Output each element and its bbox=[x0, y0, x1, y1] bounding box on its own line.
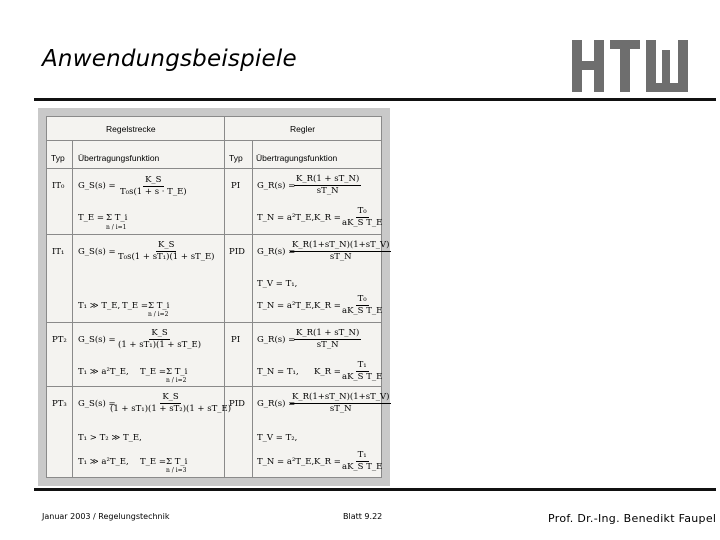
header-controller: Regler bbox=[290, 124, 316, 134]
plant-note-sum: Σ T_i bbox=[166, 457, 188, 467]
table-line bbox=[46, 386, 382, 387]
footer-page-number: Blatt 9.22 bbox=[343, 512, 383, 521]
ctrl-tf-fraction: $\frac{K\_R(1+sT\_N)(1+sT\_V)}{sT\_N}$ bbox=[292, 392, 390, 414]
footer-date-course: Januar 2003 / Regelungstechnik bbox=[42, 512, 170, 521]
controller-table bbox=[46, 116, 390, 478]
col-transfer-function: Übertragungsfunktion bbox=[256, 153, 338, 163]
ctrl-note-kr: K_R = bbox=[314, 213, 341, 223]
ctrl-tf-fraction: $\frac{K\_R(1 + sT\_N)}{sT\_N}$ bbox=[296, 174, 360, 196]
plant-tf-fraction: $\frac{K\_S}{\text{T₀s(1 + sT₁)(1 + sT\_E)}}$ bbox=[118, 240, 215, 262]
slide-title: Anwendungsbeispiele bbox=[42, 46, 297, 72]
plant-note-lhs: T₁ ≫ T_E, bbox=[78, 301, 121, 311]
plant-tf-lhs: G_S(s) = bbox=[78, 181, 116, 191]
ctrl-tf-lhs: G_R(s) = bbox=[257, 399, 296, 409]
plant-tf-lhs: G_S(s) = bbox=[78, 399, 116, 409]
table-line bbox=[224, 116, 225, 478]
footer-rule bbox=[34, 488, 716, 491]
plant-tf-lhs: G_S(s) = bbox=[78, 335, 116, 345]
ctrl-note-kr: K_R = bbox=[314, 301, 341, 311]
controller-type: PI bbox=[231, 181, 241, 191]
plant-note-rhs: T_E = bbox=[122, 301, 148, 311]
plant-note-rhs: T_E = bbox=[140, 457, 166, 467]
ctrl-note-tn: T_N = a²T_E, bbox=[257, 457, 315, 467]
htw-logo bbox=[572, 40, 692, 92]
plant-tf-fraction: $\frac{K\_S}{\text{(1 + sT₁)(1 + sT\_E)}}$ bbox=[118, 328, 202, 350]
plant-note-sum: Σ T_i bbox=[148, 301, 170, 311]
plant-type: IT₁ bbox=[52, 247, 65, 257]
plant-note-rhs: T_E = bbox=[140, 367, 166, 377]
plant-tf-lhs: G_S(s) = bbox=[78, 247, 116, 257]
table-line bbox=[72, 140, 73, 478]
plant-note-limits: n / i=3 bbox=[166, 467, 187, 474]
plant-type: PT₂ bbox=[52, 335, 67, 345]
plant-note-sum: Σ T_i bbox=[106, 213, 128, 223]
col-type: Typ bbox=[51, 153, 65, 163]
ctrl-note-tv: T_V = T₁, bbox=[257, 279, 298, 289]
table-line bbox=[46, 140, 382, 141]
table-line bbox=[46, 116, 47, 478]
controller-type: PID bbox=[229, 399, 245, 409]
plant-note-limits: n / i=1 bbox=[106, 224, 127, 231]
controller-type: PID bbox=[229, 247, 245, 257]
ctrl-note-tv: T_V = T₂, bbox=[257, 433, 298, 443]
plant-note-lhs: T_E = bbox=[78, 213, 104, 223]
ctrl-note-kr: K_R = bbox=[314, 457, 341, 467]
table-line bbox=[46, 168, 382, 169]
ctrl-tf-lhs: G_R(s) = bbox=[257, 181, 296, 191]
ctrl-tf-fraction: $\frac{K\_R(1+sT\_N)(1+sT\_V)}{sT\_N}$ bbox=[292, 240, 390, 262]
table-line bbox=[46, 322, 382, 323]
ctrl-note-fraction: $\frac{\text{T₁}}{\text{aK\_S T\_E}}$ bbox=[342, 450, 383, 472]
table-line bbox=[46, 116, 382, 117]
plant-note-sum: Σ T_i bbox=[166, 367, 188, 377]
plant-note-limits: n / i=2 bbox=[166, 377, 187, 384]
plant-note-limits: n / i=2 bbox=[148, 311, 169, 318]
plant-type: PT₃ bbox=[52, 399, 67, 409]
ctrl-note-kr: K_R = bbox=[314, 367, 341, 377]
footer-author: Prof. Dr.-Ing. Benedikt Faupel bbox=[548, 512, 717, 525]
ctrl-note-fraction: $\frac{\text{T₀}}{\text{aK\_S T\_E}}$ bbox=[342, 294, 383, 316]
plant-tf-fraction: $\frac{K\_S}{\text{(1 + sT₁)(1 + sT₂)(1 + sT\_E)}}$ bbox=[110, 392, 232, 414]
ctrl-note-fraction: $\frac{\text{T₁}}{\text{aK\_S T\_E}}$ bbox=[342, 360, 383, 382]
table-line bbox=[252, 140, 253, 478]
plant-note-lhs: T₁ ≫ a²T_E, bbox=[78, 367, 129, 377]
controller-type: PI bbox=[231, 335, 241, 345]
ctrl-tf-lhs: G_R(s) = bbox=[257, 335, 296, 345]
ctrl-tf-fraction: $\frac{K\_R(1 + sT\_N)}{sT\_N}$ bbox=[296, 328, 360, 350]
ctrl-note-tn: T_N = T₁, bbox=[257, 367, 299, 377]
ctrl-note-tn: T_N = a²T_E, bbox=[257, 301, 315, 311]
ctrl-note-tn: T_N = a²T_E, bbox=[257, 213, 315, 223]
ctrl-note-fraction: $\frac{\text{T₀}}{\text{aK\_S T\_E}}$ bbox=[342, 206, 383, 228]
col-transfer-function: Übertragungsfunktion bbox=[78, 153, 160, 163]
plant-note-order: T₁ > T₂ ≫ T_E, bbox=[78, 433, 142, 443]
table-line bbox=[46, 234, 382, 235]
plant-tf-fraction: $\frac{K\_S}{\text{T₀s(1 + s · T\_E)}}$ bbox=[120, 175, 187, 197]
col-type: Typ bbox=[229, 153, 243, 163]
plant-type: IT₀ bbox=[52, 181, 65, 191]
header-plant: Regelstrecke bbox=[106, 124, 156, 134]
plant-note-lhs: T₁ ≫ a²T_E, bbox=[78, 457, 129, 467]
table-line bbox=[46, 477, 382, 478]
ctrl-tf-lhs: G_R(s) = bbox=[257, 247, 296, 257]
header-rule bbox=[34, 98, 716, 101]
